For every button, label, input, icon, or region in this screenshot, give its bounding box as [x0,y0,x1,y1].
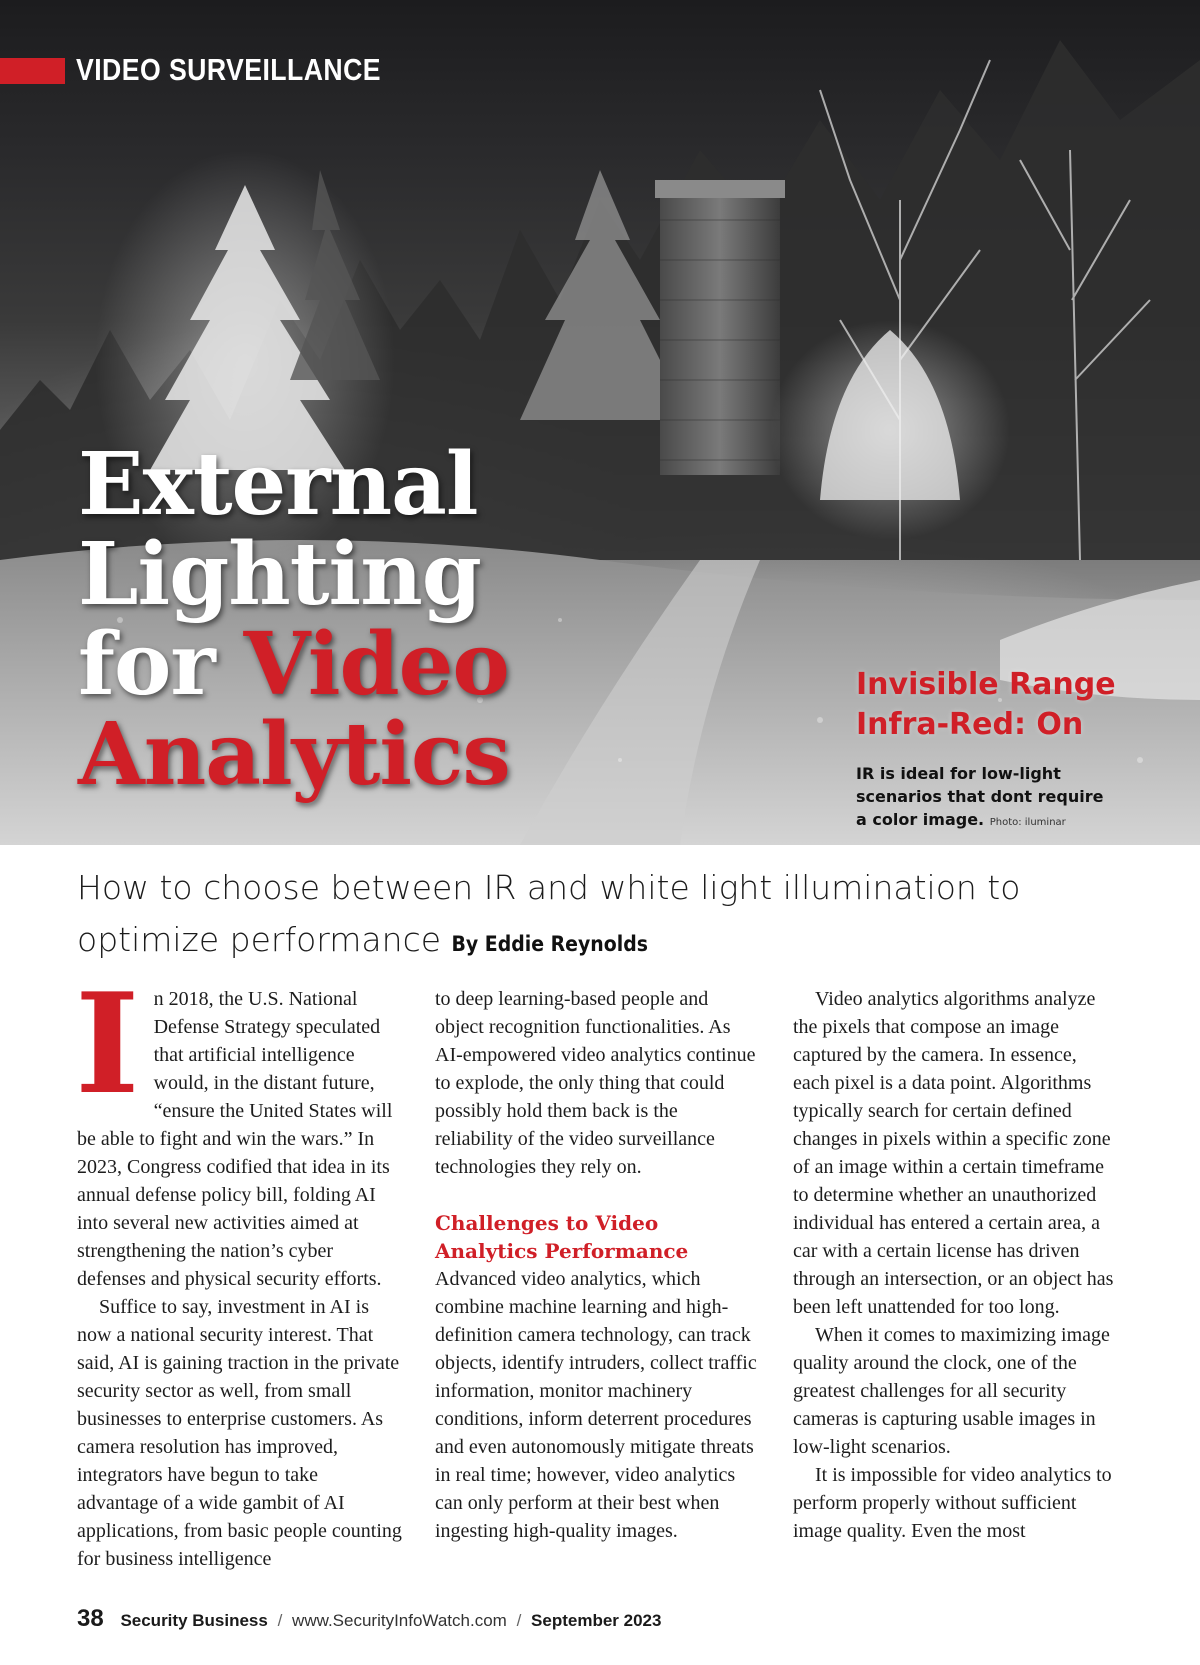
footer-separator: / [277,1611,283,1630]
photo-credit: Photo: iluminar [989,817,1066,828]
page-footer [77,1605,661,1633]
article-headline [78,434,638,805]
article-deck [77,862,1137,970]
headline-line-3 [78,614,638,715]
section-label: VIDEO SURVEILLANCE [76,52,382,87]
headline-line-4: Analytics [78,704,510,805]
section-accent-bar [0,58,65,84]
headline-line-3-red: Video [243,614,509,715]
photo-caption-text: IR is ideal for low-light scenarios that dont require a color image. [856,764,1104,829]
publication-name: Security Business [120,1611,268,1630]
photo-callout-title: Invisible Range Infra-Red: On [856,667,1116,742]
headline-line-3-white: for [78,614,244,715]
body-paragraph: It is impossible for video analytics to perform properly without sufficient image quality. Even the most [793,1464,1112,1542]
body-paragraph: When it comes to maximizing image quality around the clock, one of the greatest challenges for all security cameras is capturing usable images in low-light scenarios. [793,1324,1110,1458]
deck-text: How to choose between IR and white light illumination to optimize performance [77,868,1021,959]
body-paragraph: n 2018, the U.S. National Defense Strategy speculated that artificial intelligence would, in the distant future, “ensure the United States will be able to fight and win the wars.” In 2023, Congress codified that idea in its annual defense policy bill, folding AI into several new activities aimed at strengthening the nation’s cyber defenses and physical security efforts. [77,988,393,1290]
body-paragraph: Suffice to say, investment in AI is now a national security interest. That said, AI is gaining traction in the private security sector as well, from small businesses to enterprise customers. As camera resolution has improved, integrators have begun to take advantage of a wide gambit of AI applications, from basic people counting for business intelligence [77,1296,402,1570]
section-subhead: Challenges to Video Analytics Performance [435,1211,689,1263]
footer-separator: / [516,1611,522,1630]
publication-url: www.SecurityInfoWatch.com [292,1611,507,1630]
drop-cap: I [75,962,140,1125]
body-column-3 [793,985,1118,1545]
body-column-2 [435,985,760,1545]
issue-date: September 2023 [531,1611,662,1630]
body-paragraph: Advanced video analytics, which combine machine learning and high-definition camera technology, can track objects, identify intruders, collect traffic information, monitor machinery conditions, inform deterrent procedures and even autonomously mitigate threats in real time; however, video analytics can only perform at their best when ingesting high-quality images. [435,1268,757,1542]
headline-line-2: Lighting [78,524,481,625]
body-paragraph: Video analytics algorithms analyze the pixels that compose an image captured by the camera. In essence, each pixel is a data point. Algorithms typically search for certain defined changes in pixels within a specific zone of an image within a certain timeframe to determine whether an unauthorized individual has entered a certain area, a car with a certain license has driven through an intersection, or an object has been left unattended for too long. [793,988,1114,1318]
body-paragraph: to deep learning-based people and object recognition functionalities. As AI-empowered video analytics continue to explode, the only thing that could possibly hold them back is the reliability of the video surveillance technologies they rely on. [435,988,756,1178]
photo-caption [856,762,1116,834]
page-number: 38 [77,1605,104,1632]
byline: By Eddie Reynolds [451,932,648,956]
body-column-1 [75,962,402,1573]
headline-line-1: External [78,434,478,535]
